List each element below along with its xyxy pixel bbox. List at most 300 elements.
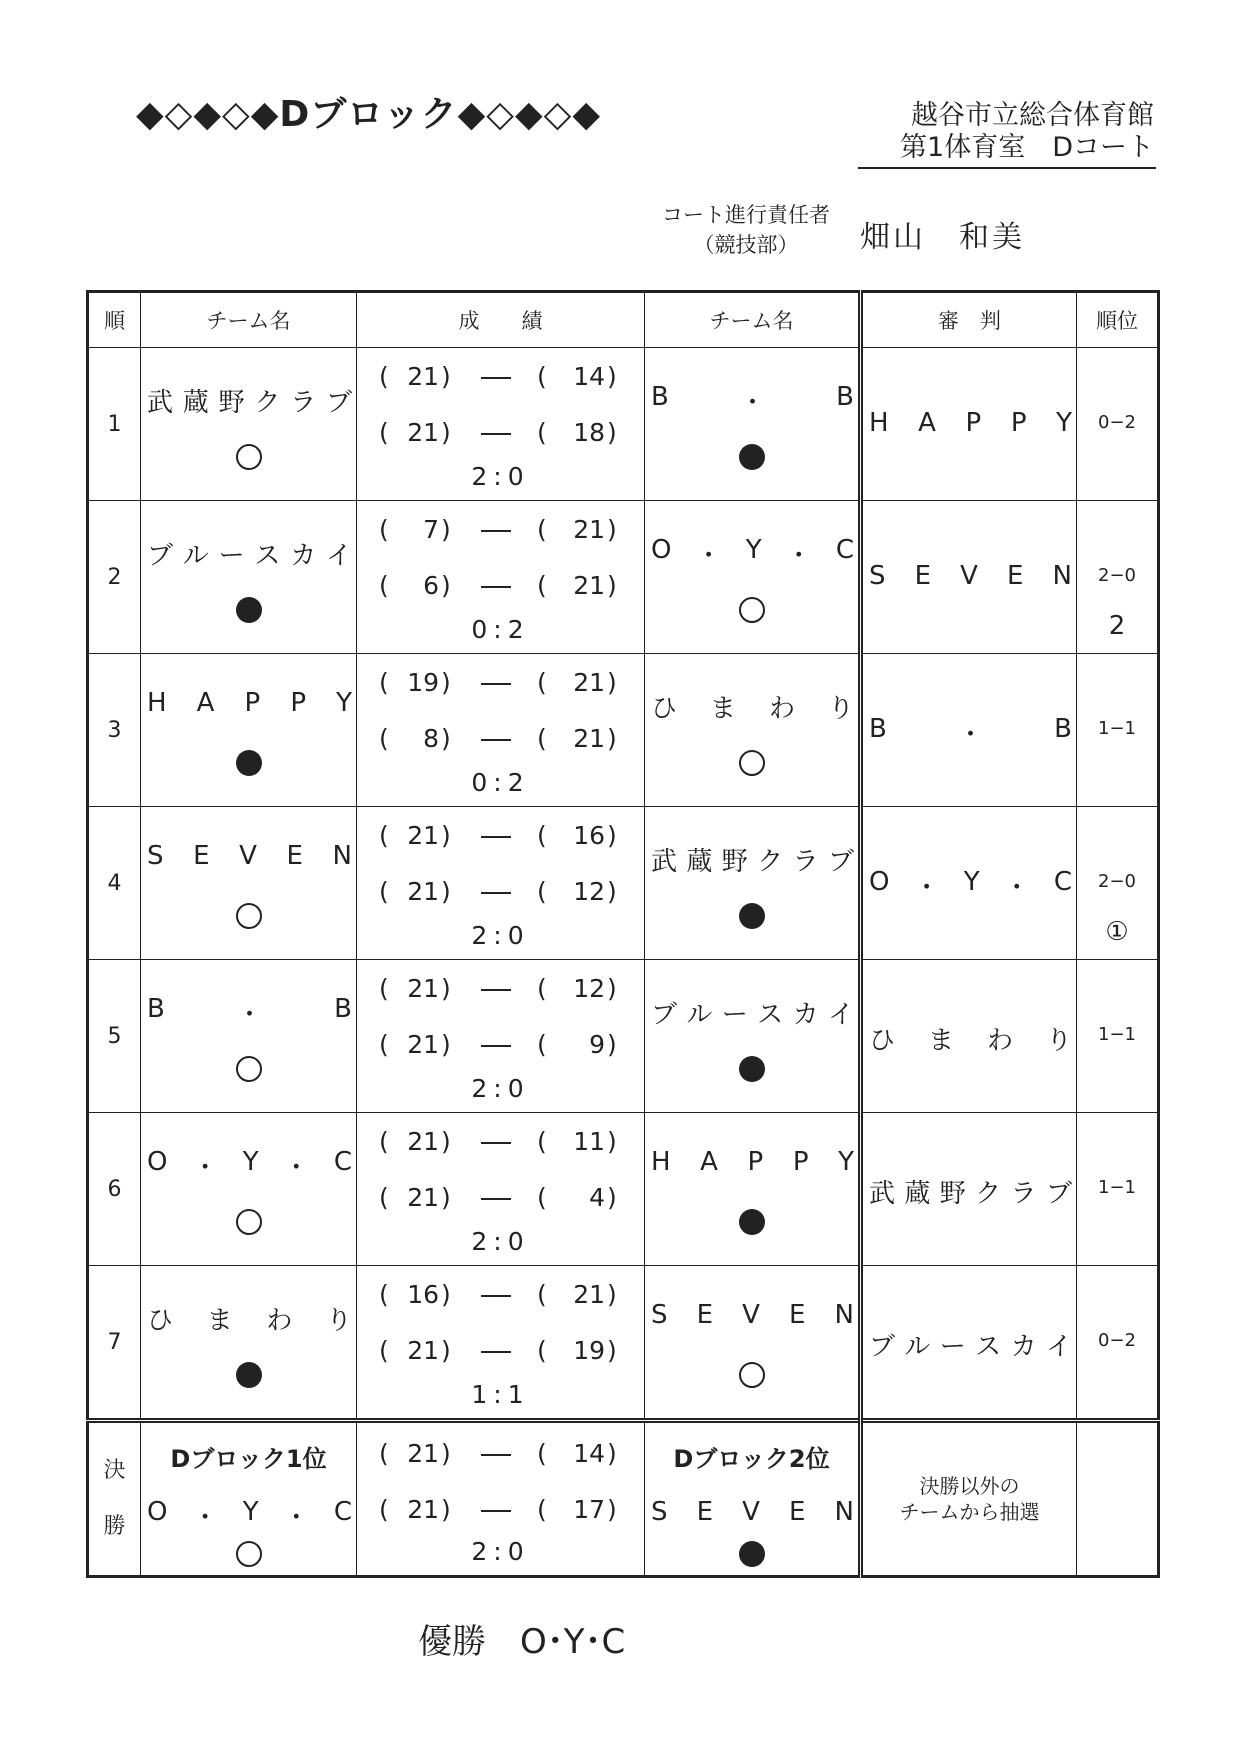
team1-cell: [141, 1266, 357, 1421]
set-score-left: 6: [423, 571, 439, 600]
team-name-char: B: [334, 994, 352, 1024]
paren: (: [537, 821, 547, 850]
rank: [1077, 960, 1157, 1112]
final-rank-cell: [1077, 1421, 1159, 1577]
set-result-left: 2: [471, 1074, 494, 1103]
win-loss-record: 0−2: [1098, 1330, 1136, 1351]
team-name-char: E: [193, 841, 210, 871]
team1: [141, 807, 356, 959]
dash: [481, 1045, 511, 1047]
team-name-char: E: [696, 1300, 714, 1330]
paren: ): [441, 668, 451, 697]
header-team1: チーム名: [141, 292, 357, 348]
paren: ): [607, 1183, 617, 1212]
team1-cell: [141, 807, 357, 960]
set-result-right: 1: [507, 1380, 530, 1409]
team-name-char: ク: [757, 847, 784, 877]
referee: [863, 501, 1076, 653]
team-name-char: 武: [869, 1179, 896, 1209]
team-name-char: N: [834, 1497, 854, 1527]
match-number: 1: [88, 348, 141, 501]
rank: [1077, 348, 1157, 500]
team1: [141, 501, 356, 653]
set-score-right: 21: [573, 724, 605, 753]
rank: [1077, 807, 1157, 959]
team-name: [651, 688, 854, 725]
set-score: [357, 1183, 644, 1213]
set-score-left: 21: [407, 821, 439, 850]
rank-cell: [1077, 654, 1159, 807]
team-name-char: V: [960, 561, 978, 591]
set-result-right: 0: [507, 1074, 530, 1103]
team-name-char: り: [325, 1306, 352, 1336]
team2-cell: [645, 960, 861, 1113]
final-row: [88, 1421, 1159, 1577]
set-score-right: 11: [573, 1127, 605, 1156]
team2-cell: [645, 807, 861, 960]
team2: [645, 501, 858, 653]
team-name-char: P: [290, 688, 307, 718]
header-rank: 順位: [1077, 292, 1159, 348]
team-name: [147, 1300, 352, 1337]
team-name-char: Y: [838, 1147, 854, 1177]
final-referee-line1: 決勝以外の: [919, 1474, 1020, 1498]
team-name-char: ス: [975, 1332, 1002, 1362]
set-result-left: 2: [471, 1537, 494, 1566]
paren: ): [441, 974, 451, 1003]
venue-court: 第1体育室 Dコート: [900, 132, 1154, 163]
rank: [1077, 654, 1157, 806]
dash: [481, 1510, 511, 1512]
team-name-char: イ: [325, 541, 352, 571]
paren: ): [607, 1127, 617, 1156]
paren: (: [537, 571, 547, 600]
team-name-char: 武: [651, 847, 678, 877]
win-circle-icon: [236, 1541, 262, 1567]
team-name-char: 武: [147, 388, 174, 418]
set-score-right: 12: [573, 877, 605, 906]
team-name: [869, 1020, 1072, 1057]
score-cell: [357, 1423, 644, 1575]
team1: [141, 1113, 356, 1265]
paren: ): [441, 515, 451, 544]
set-score-right: 21: [573, 571, 605, 600]
score-column: [357, 1113, 645, 1266]
team-name-char: ル: [686, 1000, 713, 1030]
paren: ): [607, 877, 617, 906]
colon: :: [493, 1537, 508, 1566]
team1-cell: [141, 654, 357, 807]
team-name-char: ・: [283, 1153, 310, 1183]
team-name-char: ル: [182, 541, 209, 571]
referee-cell: [861, 960, 1077, 1113]
loss-dot-icon: [739, 444, 765, 470]
team-name-char: V: [239, 841, 257, 871]
referee: [863, 960, 1076, 1112]
team-name-char: ・: [739, 388, 766, 418]
team2: [645, 1266, 858, 1418]
team-name-char: P: [792, 1147, 809, 1177]
score-cell: [357, 654, 644, 806]
set-score-right: 12: [573, 974, 605, 1003]
team-name-char: E: [696, 1497, 714, 1527]
paren: (: [379, 571, 389, 600]
header-team2: チーム名: [645, 292, 861, 348]
team-name-char: イ: [827, 1000, 854, 1030]
team-name-char: り: [827, 694, 854, 724]
final-team1-cell: [141, 1421, 357, 1577]
final-label-1: 決: [103, 1458, 126, 1483]
win-loss-record: 1−1: [1098, 1024, 1136, 1045]
win-circle-icon: [739, 750, 765, 776]
paren: ): [441, 1127, 451, 1156]
set-result: [357, 1380, 644, 1409]
set-score: [357, 877, 644, 907]
team-name-char: P: [1010, 408, 1027, 438]
team-name-char: S: [651, 1300, 668, 1330]
table-header: [88, 292, 1159, 348]
paren: ): [607, 974, 617, 1003]
set-result: [357, 1227, 644, 1256]
final-score-column: [357, 1421, 645, 1577]
paren: (: [379, 1030, 389, 1059]
team1: [141, 654, 356, 806]
paren: ): [607, 571, 617, 600]
team-name-char: P: [965, 408, 982, 438]
score-cell: [357, 960, 644, 1112]
set-score-left: 21: [407, 1439, 439, 1468]
match-row: [88, 348, 1159, 501]
team2-cell: [645, 1113, 861, 1266]
paren: ): [607, 821, 617, 850]
team2-cell: [645, 348, 861, 501]
paren: (: [537, 362, 547, 391]
team1: [141, 1266, 356, 1418]
team-name-char: ブ: [147, 541, 174, 571]
team-name-char: ・: [695, 541, 722, 571]
set-score: [357, 362, 644, 392]
team-name-char: ー: [939, 1332, 966, 1362]
team-name-char: C: [835, 535, 854, 565]
set-score-right: 18: [573, 418, 605, 447]
paren: (: [379, 1280, 389, 1309]
set-score: [357, 571, 644, 601]
paren: ): [607, 418, 617, 447]
team-name-char: E: [286, 841, 303, 871]
set-score-left: 19: [407, 668, 439, 697]
block-title: ◆◇◆◇◆Dブロック◆◇◆◇◆: [136, 94, 602, 135]
rank-cell: [1077, 348, 1159, 501]
referee: [863, 348, 1076, 500]
team-name-char: ラ: [290, 388, 317, 418]
header-referee: 審 判: [861, 292, 1077, 348]
set-score-left: 16: [407, 1280, 439, 1309]
paren: (: [537, 1439, 547, 1468]
paren: (: [379, 1183, 389, 1212]
team-name-char: ・: [192, 1503, 219, 1533]
team-name-char: E: [788, 1497, 806, 1527]
paren: (: [379, 668, 389, 697]
colon: :: [493, 921, 508, 950]
team-name-char: A: [196, 688, 215, 718]
dash: [481, 892, 511, 894]
paren: (: [379, 1495, 389, 1524]
set-result: [357, 921, 644, 950]
match-row: [88, 1113, 1159, 1266]
set-result-left: 2: [471, 921, 494, 950]
match-number: 3: [88, 654, 141, 807]
win-circle-icon: [236, 903, 262, 929]
colon: :: [493, 1380, 508, 1409]
score-column: [357, 501, 645, 654]
colon: :: [493, 1227, 508, 1256]
set-score-left: 21: [407, 974, 439, 1003]
team-name-char: N: [1052, 561, 1072, 591]
dash: [481, 1142, 511, 1144]
score-cell: [357, 807, 644, 959]
team-name-char: A: [918, 408, 936, 438]
loss-dot-icon: [236, 1362, 262, 1388]
team-name-char: ル: [904, 1332, 931, 1362]
team-name-char: わ: [768, 694, 795, 724]
team-name-char: カ: [290, 541, 317, 571]
dash: [481, 433, 511, 435]
final-team1-label: Dブロック1位: [170, 1445, 327, 1473]
paren: ): [441, 877, 451, 906]
set-score-right: 17: [573, 1495, 605, 1524]
set-score: [357, 418, 644, 448]
win-circle-icon: [739, 1362, 765, 1388]
team1-cell: [141, 960, 357, 1113]
set-result: [357, 462, 644, 491]
score-column: [357, 654, 645, 807]
set-result-right: 2: [507, 615, 530, 644]
final-team2-label: Dブロック2位: [673, 1445, 830, 1473]
team-name: [869, 1173, 1072, 1210]
match-row: [88, 1266, 1159, 1421]
paren: (: [537, 1336, 547, 1365]
team-name-char: ク: [975, 1179, 1002, 1209]
rank: [1077, 501, 1157, 653]
set-result-right: 0: [507, 462, 530, 491]
set-result-left: 1: [471, 1380, 494, 1409]
team-name-char: ・: [283, 1503, 310, 1533]
team-name-char: H: [147, 688, 167, 718]
paren: ): [607, 724, 617, 753]
team-name: [869, 714, 1072, 751]
team2: [645, 1113, 858, 1265]
team-name-char: O: [147, 1497, 168, 1527]
paren: ): [441, 1336, 451, 1365]
referee: [863, 1113, 1076, 1265]
loss-dot-icon: [236, 597, 262, 623]
set-result-right: 0: [507, 921, 530, 950]
team-name-char: ひ: [869, 1026, 896, 1056]
team-name-char: ・: [913, 873, 940, 903]
rank: [1077, 1113, 1157, 1265]
venue-underline: [858, 167, 1156, 169]
rank-position: 2: [1108, 611, 1126, 641]
score-column: [357, 960, 645, 1113]
colon: :: [493, 615, 508, 644]
final-team1: [141, 1423, 356, 1575]
team2: [645, 807, 858, 959]
set-score: [357, 1336, 644, 1366]
paren: (: [379, 418, 389, 447]
team-name-char: Y: [336, 688, 352, 718]
paren: (: [537, 515, 547, 544]
team2-cell: [645, 1266, 861, 1421]
team1-cell: [141, 1113, 357, 1266]
team-name-char: ・: [192, 1153, 219, 1183]
paren: (: [537, 1183, 547, 1212]
referee: [863, 807, 1076, 959]
loss-dot-icon: [739, 1056, 765, 1082]
referee-cell: [861, 501, 1077, 654]
set-score-right: 14: [573, 1439, 605, 1468]
team-name: [147, 1497, 352, 1534]
paren: (: [537, 724, 547, 753]
venue-name: 越谷市立総合体育館: [911, 100, 1154, 131]
team-name-char: H: [651, 1147, 671, 1177]
dash: [481, 1295, 511, 1297]
paren: (: [537, 1030, 547, 1059]
referee: [863, 654, 1076, 806]
rank-cell: [1077, 1266, 1159, 1421]
team-name-char: ・: [957, 720, 984, 750]
match-number: 7: [88, 1266, 141, 1421]
team-name-char: ・: [236, 1000, 263, 1030]
champion-label: 優勝: [418, 1622, 486, 1662]
set-score: [357, 515, 644, 545]
team2: [645, 654, 858, 806]
team1-cell: [141, 501, 357, 654]
set-result-left: 0: [471, 768, 494, 797]
paren: ): [441, 724, 451, 753]
colon: :: [493, 1074, 508, 1103]
set-score-left: 7: [423, 515, 439, 544]
set-score: [357, 1439, 644, 1469]
referee-cell: [861, 807, 1077, 960]
team-name-char: B: [651, 382, 669, 412]
match-number: 2: [88, 501, 141, 654]
team-name-char: ブ: [651, 1000, 678, 1030]
team-name-char: ・: [785, 541, 812, 571]
win-circle-icon: [236, 1056, 262, 1082]
team-name-char: イ: [1045, 1332, 1072, 1362]
team-name-char: ひ: [651, 694, 678, 724]
set-result: [357, 615, 644, 644]
paren: ): [607, 1336, 617, 1365]
dash: [481, 739, 511, 741]
team-name-char: O: [651, 535, 672, 565]
team-name-char: Y: [242, 1497, 259, 1527]
paren: ): [607, 362, 617, 391]
team-name-char: E: [1006, 561, 1024, 591]
team-name-char: E: [788, 1300, 806, 1330]
win-circle-icon: [236, 444, 262, 470]
team-name-char: ブ: [325, 388, 352, 418]
team-name-char: P: [244, 688, 261, 718]
set-score-right: 9: [589, 1030, 605, 1059]
score-column: [357, 807, 645, 960]
team2-cell: [645, 501, 861, 654]
team-name-char: ラ: [792, 847, 819, 877]
paren: ): [441, 571, 451, 600]
colon: :: [493, 768, 508, 797]
paren: ): [607, 1439, 617, 1468]
team2-cell: [645, 654, 861, 807]
loss-dot-icon: [739, 903, 765, 929]
team-name: [651, 535, 854, 572]
team-name-char: ま: [709, 694, 736, 724]
final-label-2: 勝: [103, 1514, 126, 1539]
referee-cell: [861, 654, 1077, 807]
match-number: 4: [88, 807, 141, 960]
set-score: [357, 668, 644, 698]
paren: (: [379, 1439, 389, 1468]
team-name: [869, 408, 1072, 438]
team-name: [147, 841, 352, 871]
team-name-char: ブ: [869, 1332, 896, 1362]
team-name: [651, 1147, 854, 1177]
final-team2: [645, 1423, 858, 1575]
paren: (: [379, 1127, 389, 1156]
score-cell: [357, 501, 644, 653]
set-score-right: 21: [573, 1280, 605, 1309]
match-row: [88, 501, 1159, 654]
paren: (: [537, 1280, 547, 1309]
set-score-left: 21: [407, 1336, 439, 1365]
referee-cell: [861, 1266, 1077, 1421]
team-name: [869, 867, 1072, 904]
set-result: [357, 1074, 644, 1103]
set-result-right: 0: [507, 1227, 530, 1256]
team-name-char: S: [147, 841, 164, 871]
paren: (: [537, 418, 547, 447]
set-result: [357, 1537, 644, 1566]
team-name-char: V: [742, 1300, 760, 1330]
team-name-char: P: [747, 1147, 764, 1177]
team-name-char: C: [1053, 867, 1072, 897]
dash: [481, 1198, 511, 1200]
loss-dot-icon: [236, 750, 262, 776]
dash: [481, 989, 511, 991]
team-name-char: わ: [986, 1026, 1013, 1056]
responsible-role: コート進行責任者: [662, 203, 830, 227]
paren: ): [441, 1183, 451, 1212]
match-number: 6: [88, 1113, 141, 1266]
team-name-char: わ: [266, 1306, 293, 1336]
team1: [141, 348, 356, 500]
dash: [481, 683, 511, 685]
set-score: [357, 1280, 644, 1310]
paren: (: [537, 974, 547, 1003]
paren: (: [537, 877, 547, 906]
score-column: [357, 348, 645, 501]
set-score-left: 21: [407, 1183, 439, 1212]
team-name-char: B: [869, 714, 887, 744]
team-name-char: カ: [1010, 1332, 1037, 1362]
set-score-right: 4: [589, 1183, 605, 1212]
paren: (: [379, 362, 389, 391]
team-name-char: 野: [218, 388, 245, 418]
paren: ): [607, 1280, 617, 1309]
final-team2-cell: [645, 1421, 861, 1577]
rank-cell: [1077, 960, 1159, 1113]
loss-dot-icon: [739, 1209, 765, 1235]
paren: ): [607, 668, 617, 697]
